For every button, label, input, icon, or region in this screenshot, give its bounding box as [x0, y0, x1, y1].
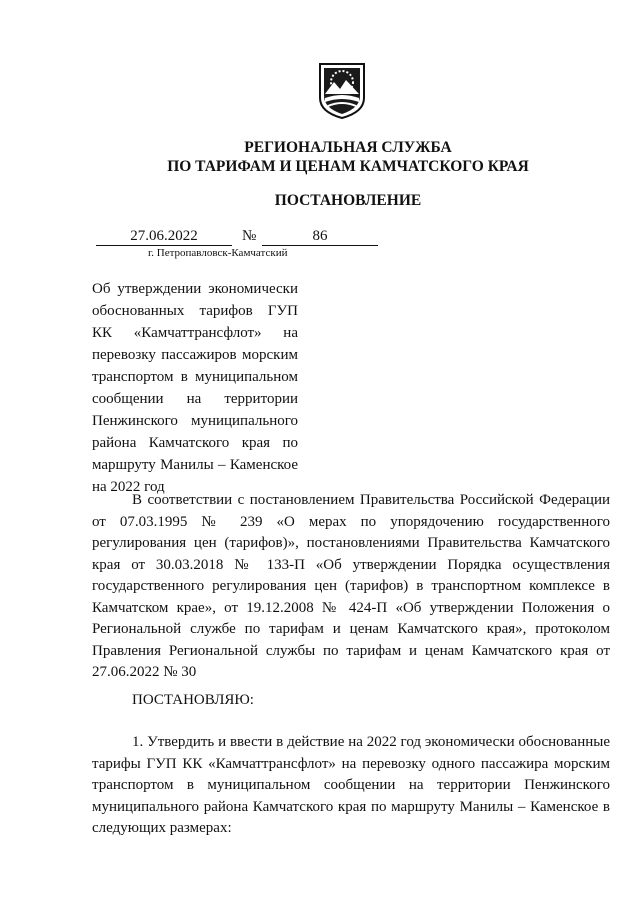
item-1-paragraph: 1. Утвердить и ввести в действие на 2022 год экономически обоснованные тарифы ГУП КК «Камчаттрансфлот» на перевозку одного пассажира морским транспортом в муниципальном сообщении на территории Пенжинского муниципального района Камчатского края по маршруту Манилы – Каменское в следующих размерах: [92, 734, 610, 836]
org-name-line1: РЕГИОНАЛЬНАЯ СЛУЖБА [244, 139, 452, 156]
document-type: ПОСТАНОВЛЕНИЕ [274, 192, 422, 209]
number-sign: № [242, 228, 257, 244]
decree-word: ПОСТАНОВЛЯЮ: [132, 692, 254, 708]
org-name-line2: ПО ТАРИФАМ И ЦЕНАМ КАМЧАТСКОГО КРАЯ [167, 158, 529, 175]
document-date: 27.06.2022 [96, 228, 232, 246]
preamble-paragraph: В соответствии с постановлением Правительства Российской Федерации от 07.03.1995 № 239 «О мерах по упорядочению государственного регулирования цен (тарифов)», постановлениями Правительства Камчатского края от 30.03.2018 № 133-П «Об утверждении Порядка осуществления государственного регулирования цен (тарифов) в транспортном комплексе в Камчатском крае», от 19.12.2008 № 424-П «Об утверждении Положения о Региональной службе по тарифам и ценам Камчатского края», протоколом Правления Региональной службы по тарифам и ценам Камчатского края от 27.06.2022 № 30 [92, 492, 610, 680]
emblem-icon [318, 62, 366, 120]
document-subject: Об утверждении экономически обоснованных тарифов ГУП КК «Камчаттрансфлот» на перевозку пассажиров морским транспортом в муниципальном сообщении на территории Пенжинского муниципального района Камчатского края по маршруту Манилы – Каменское на 2022 год [92, 281, 298, 495]
document-number: 86 [262, 228, 378, 246]
document-city: г. Петропавловск-Камчатский [148, 247, 288, 259]
